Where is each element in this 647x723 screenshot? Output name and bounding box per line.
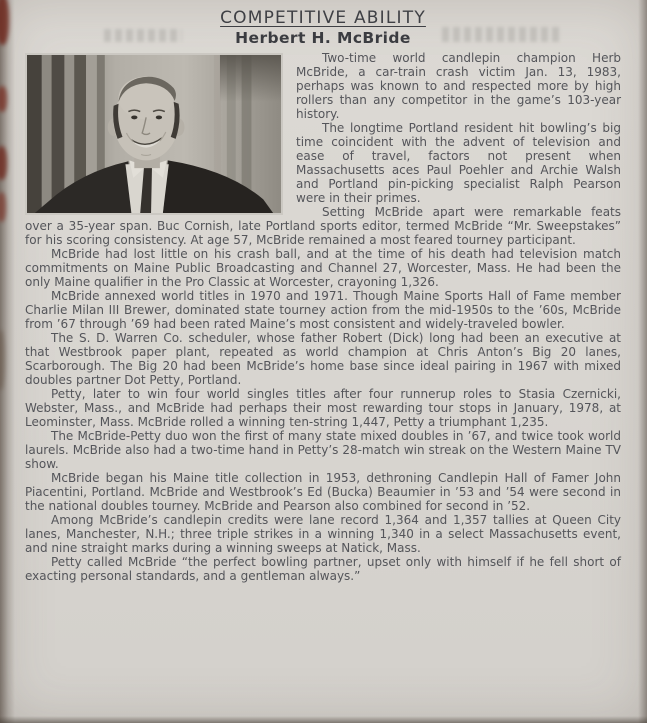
article-paragraph: McBride annexed world titles in 1970 and 1971. Though Maine Sports Hall of Fame member Charlie Milan III Brewer, dominated state tourney action from the mid-1950s to the ’60s, McBride from ’67 through ’69 had been rated Maine’s most consistent and widely-traveled bowler. xyxy=(25,289,621,331)
mcbride-portrait-photo xyxy=(25,53,283,215)
page-title: COMPETITIVE ABILITY xyxy=(220,8,426,28)
page-subtitle: Herbert H. McBride xyxy=(235,29,411,47)
article-paragraph: Petty, later to win four world singles titles after four runnerup roles to Stasia Czernicki, Webster, Mass., and McBride had perhaps their most rewarding tour stops in January, 1978, at Leominster, Mass. McBride rolled a winning ten-string 1,447, Petty a triumphant 1,235. xyxy=(25,387,621,429)
article-paragraph: McBride had lost little on his crash ball, and at the time of his death had television match commitments on Maine Public Broadcasting and Channel 27, Worcester, Mass. He had been the only Maine qualifier in the Pro Classic at Worcester, crayoning 1,326. xyxy=(25,247,621,289)
article-paragraph: The longtime Portland resident hit bowling’s big time coincident with the advent of television and ease of travel, factors not present when Massachusetts aces Paul Poehler and Archie Walsh and Portland pin-picking specialist Ralph Pearson were in their primes. xyxy=(296,121,621,205)
masthead xyxy=(25,8,621,47)
article-body xyxy=(25,51,621,583)
article-paragraph: McBride began his Maine title collection in 1953, dethroning Candlepin Hall of Famer John Piacentini, Portland. McBride and Westbrook’s Ed (Bucka) Beaumier in ’53 and ’54 were second in the national doubles tourney. McBride and Pearson also combined for second in ’52. xyxy=(25,471,621,513)
article-paragraph: Two-time world candlepin champion Herb McBride, a car-train crash victim Jan. 13, 1983, perhaps was known to and respected more by high rollers than any competitor in the game’s 103-year history. xyxy=(296,51,621,121)
article-paragraph: The McBride-Petty duo won the first of many state mixed doubles in ’67, and twice took world laurels. McBride also had a two-time hand in Petty’s 28-match win streak on the Western Maine TV show. xyxy=(25,429,621,471)
article-paragraph: The S. D. Warren Co. scheduler, whose father Robert (Dick) long had been an executive at that Westbrook paper plant, repeated as world champion at Chris Anton’s Big 20 lanes, Scarborough. The Big 20 had been McBride’s home base since ideal pairing in 1967 with mixed doubles partner Dot Petty, Portland. xyxy=(25,331,621,387)
scan-edge-shadow-bottom xyxy=(0,716,647,723)
article-paragraph: Petty called McBride “the perfect bowling partner, upset only with himself if he fell short of exacting personal standards, and a gentleman always.” xyxy=(25,555,621,583)
article-paragraph: Among McBride’s candlepin credits were lane record 1,364 and 1,357 tallies at Queen City lanes, Manchester, N.H.; three triple strikes in a winning 1,340 in a select Massachusetts event, and nine straight marks during a winning sweeps at Natick, Mass. xyxy=(25,513,621,555)
article-paragraph: Setting McBride apart were remarkable feats over a 35-year span. Buc Cornish, late Portland sports editor, termed McBride “Mr. Sweepstakes” for his scoring consistency. At age 57, McBride remained a most feared tourney participant. xyxy=(25,205,621,247)
portrait-illustration xyxy=(27,55,281,213)
